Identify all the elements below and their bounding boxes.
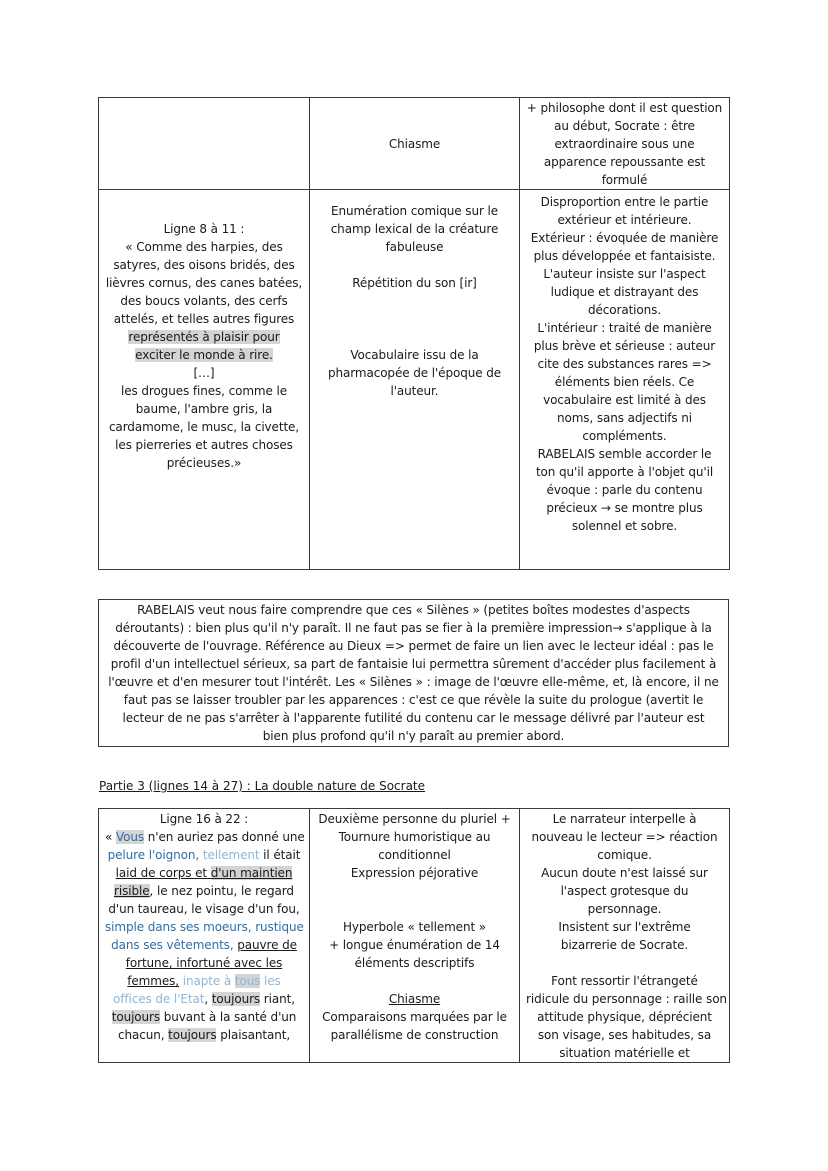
summary-line: profil d'un intellectuel sérieux, sa part de fantaisie lui permettra sûrement d'accéder plus facilement à: [110, 657, 717, 671]
highlighted-fragment: toujours: [111, 1010, 161, 1024]
spacer: [316, 328, 513, 346]
quote-line: lièvres cornus, des canes batées,: [105, 276, 303, 290]
quote-line: [105, 346, 303, 364]
interpretation-line: formulé: [601, 172, 648, 187]
quote-line: fortune, infortuné avec les: [125, 956, 283, 970]
cell-interpretation: [520, 190, 730, 570]
quote-line: satyres, des oisons bridés, des: [113, 258, 295, 272]
interpretation-line: Aucun doute n'est laissé sur: [541, 866, 708, 880]
underlined-fragment: laid de corps et: [115, 866, 211, 880]
cell-interpretation: [520, 98, 730, 190]
interpretation-line: L'auteur insiste sur l'aspect: [543, 267, 706, 281]
interpretation-line: solennel et sobre.: [571, 519, 678, 533]
underlined-fragment: femmes,: [127, 974, 180, 988]
interpretation-line: au début, Socrate : être: [554, 118, 695, 133]
spacer: [316, 292, 513, 310]
interpretation-line: Le narrateur interpelle à: [552, 812, 697, 826]
cell-figure: [310, 98, 520, 190]
interpretation-line: comique.: [597, 848, 652, 862]
interpretation-line: bizarrerie de Socrate.: [560, 938, 689, 952]
figure-line: conditionnel: [378, 848, 451, 862]
quote-line: d'un taureau, le visage d'un fou,: [108, 902, 300, 916]
interpretation-line: plus brève et sérieuse : auteur: [533, 339, 716, 353]
interpretation-line: compléments.: [582, 429, 667, 443]
cell-quote: [99, 98, 310, 190]
interpretation-line: L'intérieur : traité de manière: [537, 321, 712, 335]
highlighted-fragment: tous: [234, 974, 261, 988]
cell-interpretation: [520, 809, 730, 1063]
analysis-table-part2: [98, 97, 730, 570]
highlighted-fragment: toujours: [211, 992, 261, 1006]
quote-line: [105, 864, 303, 882]
interpretation-line: éléments bien réels. Ce: [554, 375, 695, 389]
quote-line: les pierreries et autres choses: [115, 438, 293, 452]
spacer: [316, 900, 513, 918]
quote-line: [105, 1026, 303, 1044]
summary-line: RABELAIS veut nous faire comprendre que ces « Silènes » (petites boîtes modestes d'aspects: [137, 603, 690, 617]
summary-box: [98, 599, 729, 747]
quote-line: précieuses.»: [166, 456, 242, 470]
underlined-fragment: pauvre de: [237, 938, 297, 952]
table-row: [99, 190, 730, 570]
quote-line: [105, 936, 303, 954]
figure-line: fabuleuse: [385, 240, 444, 254]
figure-line: Tournure humoristique au: [338, 830, 491, 844]
quote-fragment: dans ses vêtements,: [111, 938, 238, 952]
interpretation-line: plus développée et fantaisiste.: [533, 249, 716, 263]
figure-line: champ lexical de la créature: [330, 222, 499, 236]
interpretation-line: Insistent sur l'extrême: [558, 920, 691, 934]
summary-line: lecteur de ne pas s'arrêter à l'apparente futilité du contenu car le message délivré par l'auteur est: [122, 711, 705, 725]
interpretation-line: son visage, ses habitudes, sa: [537, 1028, 712, 1042]
spacer: [316, 972, 513, 990]
quote-fragment: , le nez pointu, le regard: [149, 884, 294, 898]
figure-line: Chiasme: [388, 136, 441, 151]
interpretation-line: Font ressortir l'étrangeté: [551, 974, 698, 988]
summary-line: l'œuvre et d'en mesurer tout l'intérêt. Les « Silènes » : image de l'œuvre elle-même, et, là encore, il ne: [108, 675, 719, 689]
summary-line: découverte de l'ouvrage. Référence au Dieux => permet de faire un lien avec le lecteur idéal : pas le: [113, 639, 714, 653]
quote-fragment: les: [260, 974, 281, 988]
quote-line: [105, 972, 303, 990]
spacer: [526, 954, 723, 972]
quote-line: [105, 328, 303, 346]
highlighted-fragment: toujours: [168, 1028, 217, 1042]
quote-line: cardamome, le musc, la civette,: [108, 420, 300, 434]
quote-line: Ligne 8 à 11 :: [163, 222, 245, 236]
interpretation-line: ridicule du personnage : raille son: [526, 992, 727, 1006]
quote-line: […]: [193, 366, 215, 380]
quote-line: simple dans ses moeurs, rustique: [105, 920, 304, 934]
summary-line: déroutants) : bien plus qu'il n'y paraît. Il ne faut pas se fier à la première impression→ s'applique à la: [115, 621, 712, 635]
highlighted-fragment: d'un maintien: [210, 866, 293, 880]
interpretation-line: + philosophe dont il est question: [526, 100, 723, 115]
figure-line: Comparaisons marquées par le: [322, 1010, 507, 1024]
quote-line: des boucs volants, des cerfs: [120, 294, 288, 308]
figure-line: Enumération comique sur le: [330, 204, 499, 218]
figure-line: pharmacopée de l'époque de: [327, 366, 502, 380]
quote-line: [105, 990, 303, 1008]
interpretation-line: situation matérielle et: [559, 1046, 690, 1060]
spacer: [316, 310, 513, 328]
quote-fragment: ,: [204, 992, 212, 1006]
spacer: [316, 256, 513, 274]
spacer: [316, 882, 513, 900]
quote-fragment: chacun,: [117, 1028, 169, 1042]
figure-title: Chiasme: [388, 992, 441, 1006]
figure-line: Vocabulaire issu de la: [350, 348, 479, 362]
interpretation-line: Extérieur : évoquée de manière: [530, 231, 719, 245]
cell-quote: [99, 190, 310, 570]
highlighted-fragment: exciter le monde à rire.: [135, 348, 273, 362]
interpretation-line: Disproportion entre le partie: [540, 195, 709, 209]
figure-line: Deuxième personne du pluriel +: [318, 812, 511, 826]
quote-line: [105, 882, 303, 900]
analysis-table-part3: [98, 808, 730, 1063]
quote-fragment: buvant à la santé d'un: [160, 1010, 297, 1024]
highlighted-fragment: Vous: [115, 830, 145, 844]
quote-fragment: plaisantant,: [216, 1028, 291, 1042]
figure-line: Expression péjorative: [350, 866, 479, 880]
section-heading: Partie 3 (lignes 14 à 27) : La double nature de Socrate: [99, 779, 426, 793]
interpretation-line: décorations.: [587, 303, 662, 317]
cell-quote: [99, 809, 310, 1063]
interpretation-line: apparence repoussante est: [543, 154, 706, 169]
interpretation-line: précieux → se montre plus: [546, 501, 703, 515]
quote-line: [105, 846, 303, 864]
interpretation-line: noms, sans adjectifs ni: [556, 411, 693, 425]
figure-line: Hyperbole « tellement »: [342, 920, 487, 934]
interpretation-line: ludique et distrayant des: [550, 285, 699, 299]
interpretation-line: cite des substances rares =>: [537, 357, 712, 371]
figure-line: parallélisme de construction: [330, 1028, 499, 1042]
interpretation-line: extérieur et intérieure.: [557, 213, 692, 227]
quote-fragment: riant,: [260, 992, 295, 1006]
interpretation-line: personnage.: [587, 902, 662, 916]
figure-line: l'auteur.: [390, 384, 439, 398]
summary-line: bien plus profond qu'il n'y paraît au premier abord.: [262, 729, 565, 743]
quote-fragment: «: [105, 830, 116, 844]
table-row: [99, 98, 730, 190]
quote-fragment: n'en auriez pas donné une: [144, 830, 305, 844]
quote-line: « Comme des harpies, des: [125, 240, 283, 254]
quote-line: Ligne 16 à 22 :: [159, 812, 249, 826]
quote-line: baume, l'ambre gris, la: [135, 402, 273, 416]
quote-line: [105, 828, 303, 846]
highlighted-fragment: tellement: [202, 848, 260, 862]
cell-figure: [310, 809, 520, 1063]
cell-figure: [310, 190, 520, 570]
figure-line: Répétition du son [ir]: [352, 276, 477, 290]
interpretation-line: évoque : parle du contenu: [546, 483, 703, 497]
summary-line: faut pas se laisser troubler par les apparences : c'est ce que révèle la suite du prologue (avertit le: [123, 693, 704, 707]
figure-line: + longue énumération de 14: [329, 938, 500, 952]
interpretation-line: extraordinaire sous une: [554, 136, 695, 151]
interpretation-line: vocabulaire est limité à des: [543, 393, 706, 407]
quote-fragment: inapte à: [179, 974, 235, 988]
quote-fragment: pelure l'oignon,: [107, 848, 203, 862]
interpretation-line: l'aspect grotesque du: [560, 884, 689, 898]
quote-line: attelés, et telles autres figures: [113, 312, 295, 326]
quote-line: [105, 1008, 303, 1026]
highlighted-fragment: représentés à plaisir pour: [128, 330, 280, 344]
interpretation-line: ton qu'il apporte à l'objet qu'il: [535, 465, 714, 479]
highlighted-fragment: risible: [114, 884, 150, 898]
interpretation-line: RABELAIS semble accorder le: [537, 447, 712, 461]
quote-fragment: offices de l'Etat: [113, 992, 205, 1006]
quote-line: les drogues fines, comme le: [120, 384, 288, 398]
table-row: [99, 809, 730, 1063]
interpretation-line: attitude physique, déprécient: [537, 1010, 712, 1024]
figure-line: éléments descriptifs: [354, 956, 475, 970]
interpretation-line: nouveau le lecteur => réaction: [531, 830, 718, 844]
quote-fragment: il était: [259, 848, 301, 862]
